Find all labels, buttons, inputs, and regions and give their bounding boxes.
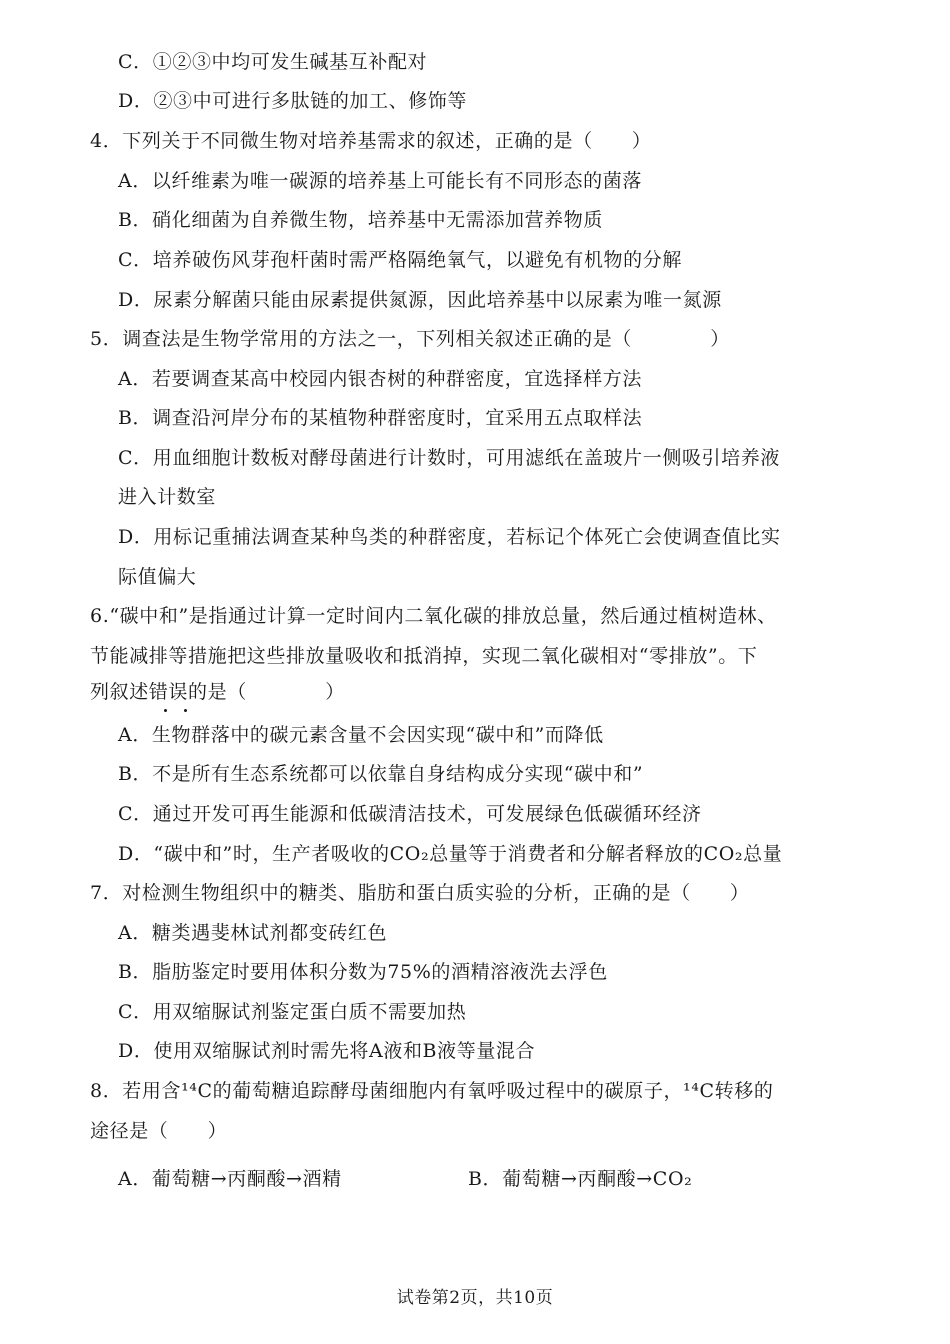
q6-option-c: C．通过开发可再生能源和低碳清洁技术，可发展绿色低碳循环经济 xyxy=(118,803,702,825)
q6-option-a: A．生物群落中的碳元素含量不会因实现“碳中和”而降低 xyxy=(118,724,604,746)
q6-option-b: B．不是所有生态系统都可以依靠自身结构成分实现“碳中和” xyxy=(118,763,644,785)
q7-option-a: A．糖类遇斐林试剂都变砖红色 xyxy=(118,922,388,944)
q5-option-c: C．用血细胞计数板对酵母菌进行计数时，可用滤纸在盖玻片一侧吸引培养液 xyxy=(118,447,780,469)
q5-option-d-continued: 际值偏大 xyxy=(118,566,197,588)
question-6-stem-line3: 列叙述错误的是（ ） xyxy=(90,681,345,703)
q5-option-d: D．用标记重捕法调查某种鸟类的种群密度，若标记个体死亡会使调查值比实 xyxy=(118,526,781,548)
q6-option-d: D．“碳中和”时，生产者吸收的CO₂总量等于消费者和分解者释放的CO₂总量 xyxy=(118,843,783,865)
q7-option-b: B．脂肪鉴定时要用体积分数为75%的酒精溶液洗去浮色 xyxy=(118,961,608,983)
q8-option-b: B．葡萄糖→丙酮酸→CO₂ xyxy=(468,1168,693,1190)
q4-option-b: B．硝化细菌为自养微生物，培养基中无需添加营养物质 xyxy=(118,209,603,231)
q4-option-c: C．培养破伤风芽孢杆菌时需严格隔绝氧气，以避免有机物的分解 xyxy=(118,249,682,271)
q3-option-d: D．②③中可进行多肽链的加工、修饰等 xyxy=(118,90,468,112)
q8-option-a: A．葡萄糖→丙酮酸→酒精 xyxy=(118,1168,342,1190)
q4-option-d: D．尿素分解菌只能由尿素提供氮源，因此培养基中以尿素为唯一氮源 xyxy=(118,289,722,311)
emphasis-dot xyxy=(164,709,167,712)
question-7-stem: 7．对检测生物组织中的糖类、脂肪和蛋白质实验的分析，正确的是（ ） xyxy=(90,882,750,904)
question-8-stem-line2: 途径是（ ） xyxy=(90,1120,228,1142)
q5-option-c-continued: 进入计数室 xyxy=(118,486,217,508)
q5-option-b: B．调查沿河岸分布的某植物种群密度时，宜采用五点取样法 xyxy=(118,407,643,429)
question-6-stem-line2: 节能减排等措施把这些排放量吸收和抵消掉，实现二氧化碳相对“零排放”。下 xyxy=(90,645,758,667)
q7-option-c: C．用双缩脲试剂鉴定蛋白质不需要加热 xyxy=(118,1001,467,1023)
q8-options-row xyxy=(118,1167,878,1191)
question-8-stem: 8．若用含¹⁴C的葡萄糖追踪酵母菌细胞内有氧呼吸过程中的碳原子，¹⁴C转移的 xyxy=(90,1080,774,1102)
question-6-stem: 6.“碳中和”是指通过计算一定时间内二氧化碳的排放总量，然后通过植树造林、 xyxy=(90,605,777,627)
question-5-stem: 5．调查法是生物学常用的方法之一，下列相关叙述正确的是（ ） xyxy=(90,328,730,350)
q5-option-a: A．若要调查某高中校园内银杏树的种群密度，宜选择样方法 xyxy=(118,368,642,390)
question-4-stem: 4．下列关于不同微生物对培养基需求的叙述，正确的是（ ） xyxy=(90,130,652,152)
q4-option-a: A．以纤维素为唯一碳源的培养基上可能长有不同形态的菌落 xyxy=(118,170,642,192)
emphasis-dot xyxy=(184,709,187,712)
page-footer: 试卷第2页，共10页 xyxy=(396,1288,554,1308)
q7-option-d: D．使用双缩脲试剂时需先将A液和B液等量混合 xyxy=(118,1040,536,1062)
q3-option-c: C．①②③中均可发生碱基互补配对 xyxy=(118,51,428,73)
